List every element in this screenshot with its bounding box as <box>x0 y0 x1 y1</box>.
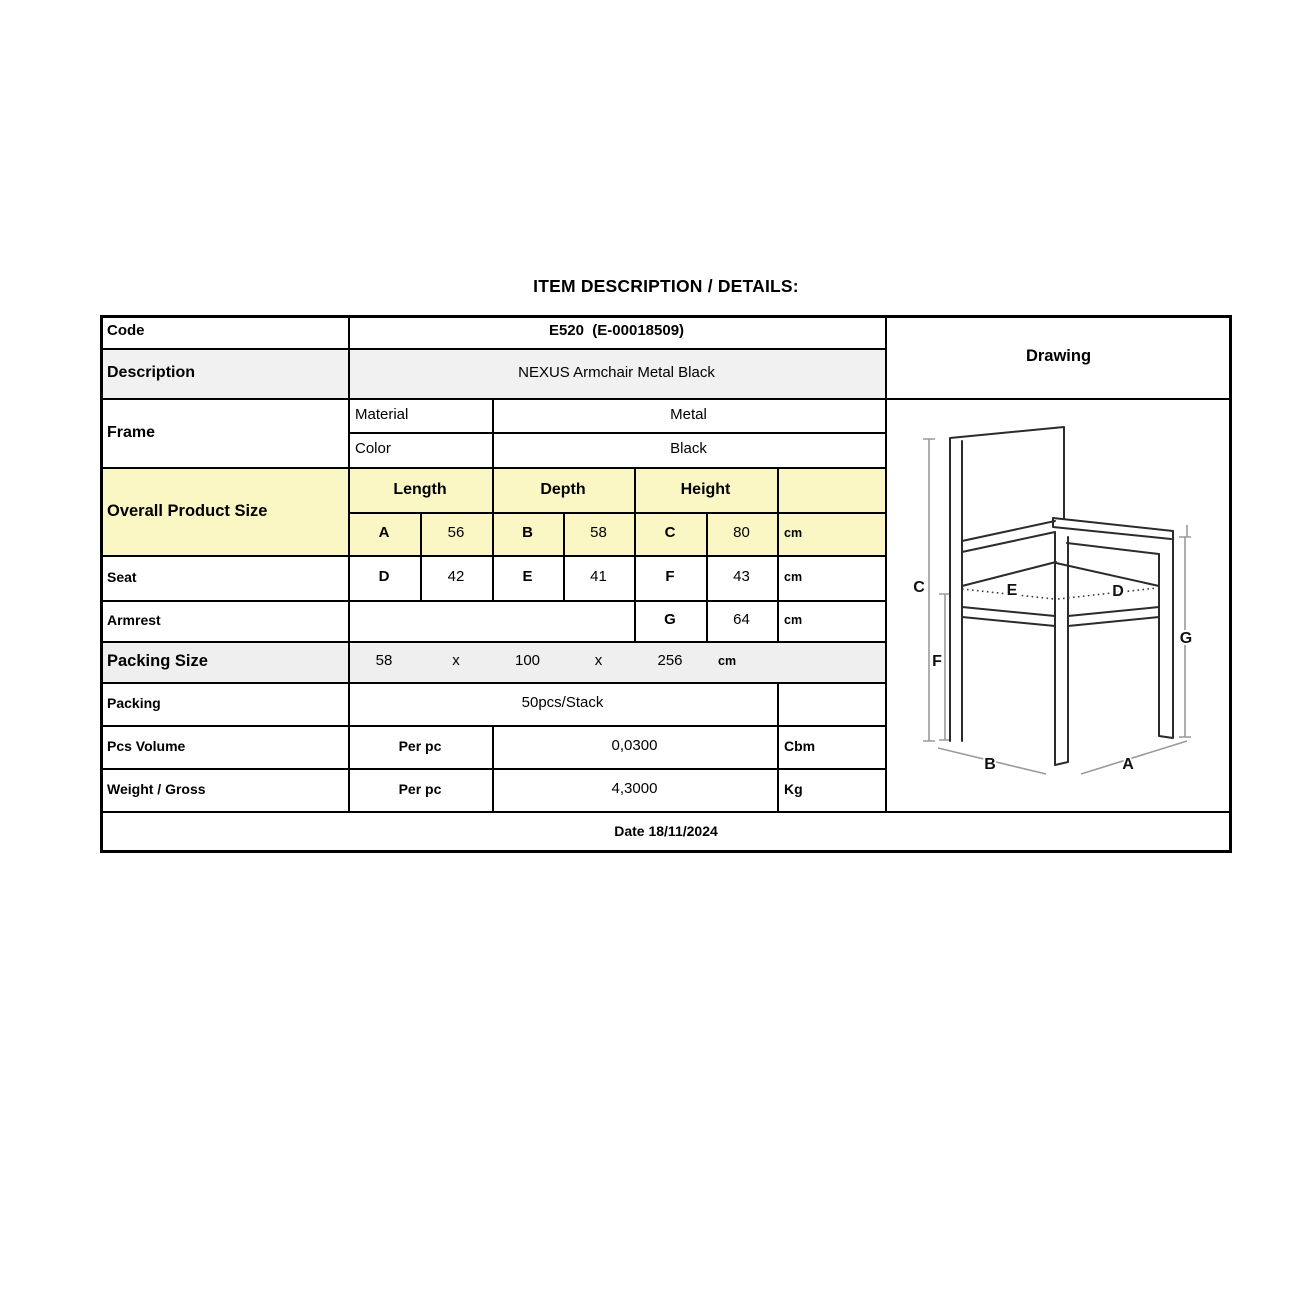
row-label-overall-size: Overall Product Size <box>107 501 268 520</box>
packing-size-v3: 256 <box>657 652 683 670</box>
packing-value: 50pcs/Stack <box>521 694 604 712</box>
header-height: Height <box>680 480 731 498</box>
code-value: E520 (E-00018509) <box>548 322 685 340</box>
pcs-volume-per: Per pc <box>398 737 442 754</box>
date-row: Date 18/11/2024 <box>614 823 718 840</box>
row-label-code: Code <box>107 322 145 340</box>
dim-g-label: G <box>664 611 676 629</box>
dim-a-value: 56 <box>447 524 465 542</box>
weight-per: Per pc <box>398 780 442 797</box>
frame-color-value: Black <box>670 440 707 458</box>
seat-unit: cm <box>784 569 803 584</box>
row-label-pcs-volume: Pcs Volume <box>107 737 186 754</box>
dim-b-label: B <box>522 524 533 542</box>
dim-f-value: 43 <box>733 568 750 586</box>
row-label-seat: Seat <box>107 568 137 585</box>
packing-size-v2: 100 <box>514 652 541 670</box>
pcs-volume-value: 0,0300 <box>611 737 658 755</box>
row-label-frame: Frame <box>107 423 156 441</box>
spec-table <box>100 315 1232 853</box>
armrest-unit: cm <box>784 612 803 627</box>
packing-size-v1: 58 <box>375 652 393 670</box>
dim-g-value: 64 <box>733 611 750 629</box>
dim-label-g: G <box>1179 630 1193 647</box>
page-title: ITEM DESCRIPTION / DETAILS: <box>533 276 799 296</box>
row-label-armrest: Armrest <box>107 611 161 628</box>
dim-label-b: B <box>984 756 996 773</box>
dim-label-c: C <box>913 579 925 596</box>
dim-f-label: F <box>665 568 675 586</box>
dim-e-value: 41 <box>590 568 607 586</box>
drawing-header: Drawing <box>1025 347 1092 366</box>
packing-size-unit: cm <box>718 653 737 668</box>
packing-size-x1: x <box>452 652 460 670</box>
dim-e-label: E <box>522 568 533 586</box>
row-label-packing-size: Packing Size <box>107 652 208 671</box>
packing-size-x2: x <box>594 652 603 670</box>
dim-d-value: 42 <box>447 568 465 586</box>
weight-value: 4,3000 <box>611 780 658 798</box>
seat-dotted-lines <box>962 588 1157 599</box>
chair-outline <box>950 427 1173 765</box>
dim-label-a: A <box>1122 756 1134 773</box>
dim-c-label: C <box>664 524 676 542</box>
weight-unit: Kg <box>784 780 803 797</box>
header-depth: Depth <box>540 480 586 498</box>
overall-unit: cm <box>784 525 803 540</box>
dim-label-d: D <box>1112 583 1124 600</box>
row-label-description: Description <box>107 364 196 382</box>
dim-a-label: A <box>378 524 390 542</box>
row-label-packing: Packing <box>107 694 161 711</box>
frame-material-label: Material <box>355 405 409 423</box>
dim-label-e: E <box>1006 582 1018 599</box>
pcs-volume-unit: Cbm <box>784 737 816 754</box>
row-label-weight-gross: Weight / Gross <box>107 780 206 797</box>
chair-drawing <box>885 398 1232 811</box>
frame-material-value: Metal <box>670 405 707 423</box>
dim-label-f: F <box>932 653 942 670</box>
header-length: Length <box>393 480 447 498</box>
description-value: NEXUS Armchair Metal Black <box>518 363 715 381</box>
dim-b-value: 58 <box>590 524 607 542</box>
dim-d-label: D <box>378 568 390 586</box>
dim-c-value: 80 <box>733 524 750 542</box>
frame-color-label: Color <box>355 440 391 458</box>
